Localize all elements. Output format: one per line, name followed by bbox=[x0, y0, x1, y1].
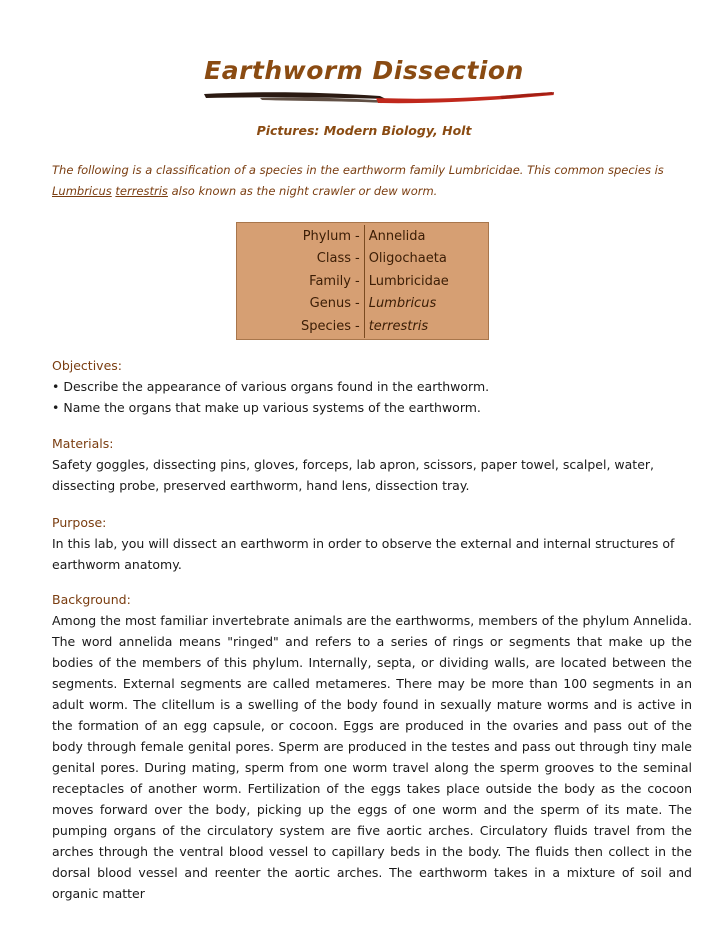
page-subtitle: Pictures: Modern Biology, Holt bbox=[256, 123, 472, 138]
intro-paragraph bbox=[52, 160, 682, 202]
intro-genus: Lumbricus bbox=[52, 184, 112, 198]
purpose-heading: Purpose: bbox=[52, 515, 107, 530]
taxon-name: Annelida bbox=[364, 225, 449, 248]
rank-label: Class bbox=[316, 251, 351, 267]
taxon-name: Lumbricus bbox=[364, 293, 449, 316]
materials-heading: Materials: bbox=[52, 436, 114, 451]
taxon-name: Lumbricidae bbox=[364, 270, 449, 293]
materials-section bbox=[52, 433, 692, 496]
rank-label: Phylum bbox=[302, 228, 351, 244]
classification-row: Class - Oligochaeta bbox=[271, 248, 449, 271]
objective-item: • Describe the appearance of various organs found in the earthworm. bbox=[52, 379, 490, 394]
title-brush-underline bbox=[200, 88, 558, 106]
background-heading: Background: bbox=[52, 592, 131, 607]
materials-text: Safety goggles, dissecting pins, gloves, forceps, lab apron, scissors, paper towel, scalpel, water, dissecting probe, preserved earthworm, hand lens, dissection tray. bbox=[52, 457, 655, 493]
intro-text-after: also known as the night crawler or dew worm. bbox=[167, 184, 438, 198]
classification-row: Genus - Lumbricus bbox=[271, 293, 449, 316]
classification-row: Phylum - Annelida bbox=[271, 225, 449, 248]
rank-label: Family bbox=[309, 273, 351, 289]
intro-species: terrestris bbox=[115, 184, 168, 198]
taxon-name: terrestris bbox=[364, 315, 449, 338]
taxon-name: Oligochaeta bbox=[364, 248, 449, 271]
intro-text-before: The following is a classification of a species in the earthworm family Lumbricidae. This common species is bbox=[52, 163, 664, 177]
background-section bbox=[52, 589, 692, 904]
objective-item: • Name the organs that make up various systems of the earthworm. bbox=[52, 400, 481, 415]
purpose-section bbox=[52, 512, 692, 575]
background-text: Among the most familiar invertebrate animals are the earthworms, members of the phylum Annelida. The word annelida means "ringed" and refers to a series of rings or segments that make up the bodies of the members of this phylum. Internally, septa, or dividing walls, are located between the segments. External segments are called metameres. There may be more than 100 segments in an adult worm. The clitellum is a swelling of the body found in sexually mature worms and is active in the formation of an egg capsule, or cocoon. Eggs are produced in the ovaries and pass out of the body through female genital pores. Sperm are produced in the testes and pass out through tiny male genital pores. During mating, sperm from one worm travel along the sperm grooves to the seminal receptacles of another worm. Fertilization of the eggs takes place outside the body as the cocoon moves forward over the body, picking up the eggs of one worm and the sperm of its mate. The pumping organs of the circulatory system are five aortic arches. Circulatory fluids travel from the arches through the ventral blood vessel to capillary beds in the body. The fluids then collect in the dorsal blood vessel and reenter the aortic arches. The earthworm takes in a mixture of soil and organic matter bbox=[52, 613, 692, 901]
purpose-text: In this lab, you will dissect an earthworm in order to observe the external and internal structures of earthworm anatomy. bbox=[52, 536, 675, 572]
rank-label: Species bbox=[300, 318, 351, 334]
page-title: Earthworm Dissection bbox=[204, 56, 524, 85]
objectives-heading: Objectives: bbox=[52, 358, 122, 373]
objectives-section bbox=[52, 355, 692, 418]
classification-row: Family - Lumbricidae bbox=[271, 270, 449, 293]
classification-table bbox=[271, 225, 449, 338]
rank-label: Genus bbox=[309, 296, 351, 312]
classification-box bbox=[236, 222, 489, 340]
classification-row: Species - terrestris bbox=[271, 315, 449, 338]
